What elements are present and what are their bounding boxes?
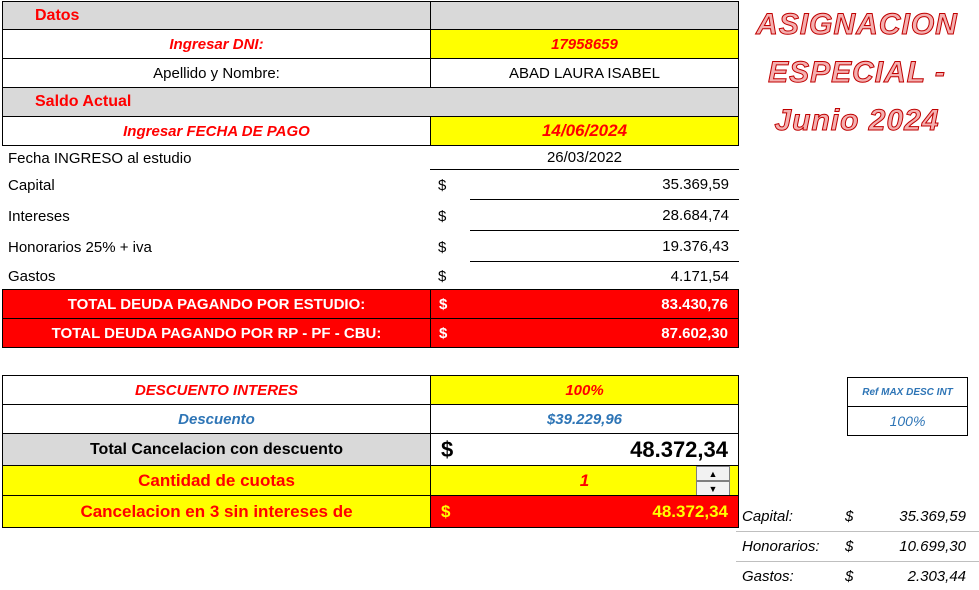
breakdown-divider bbox=[736, 561, 979, 562]
descuento-interes-input[interactable]: 100% bbox=[430, 375, 739, 405]
breakdown-honorarios-value: 10.699,30 bbox=[899, 537, 966, 555]
breakdown-gastos-currency: $ bbox=[845, 567, 854, 585]
total-estudio-label: TOTAL DEUDA PAGANDO POR ESTUDIO: bbox=[2, 289, 431, 319]
breakdown-honorarios-currency: $ bbox=[845, 537, 854, 555]
gastos-label: Gastos bbox=[8, 267, 56, 285]
cuotas-decrement-button[interactable] bbox=[696, 481, 730, 496]
cuotas-label: Cantidad de cuotas bbox=[2, 465, 431, 496]
capital-label: Capital bbox=[8, 176, 55, 194]
dni-label: Ingresar DNI: bbox=[2, 29, 431, 59]
total-estudio-value: 83.430,76 bbox=[500, 290, 738, 318]
ref-max-desc-label: Ref MAX DESC INT bbox=[847, 377, 968, 407]
dni-input[interactable]: 17958659 bbox=[430, 29, 739, 59]
breakdown-divider bbox=[736, 531, 979, 532]
breakdown-gastos-value: 2.303,44 bbox=[907, 567, 966, 585]
title-line-2: ESPECIAL - bbox=[768, 56, 946, 89]
nombre-value: ABAD LAURA ISABEL bbox=[430, 58, 739, 88]
cuotas-input[interactable]: 1 bbox=[430, 465, 739, 496]
nombre-label: Apellido y Nombre: bbox=[2, 58, 431, 88]
fecha-pago-input[interactable]: 14/06/2024 bbox=[430, 116, 739, 146]
breakdown-capital-label: Capital: bbox=[742, 507, 793, 525]
total-rp-value: 87.602,30 bbox=[500, 319, 738, 347]
capital-currency: $ bbox=[438, 176, 447, 194]
datos-header: Datos bbox=[2, 1, 431, 30]
up-arrow-icon: ▲ bbox=[708, 468, 718, 479]
down-arrow-icon: ▼ bbox=[708, 483, 718, 494]
fecha-pago-label: Ingresar FECHA DE PAGO bbox=[2, 116, 431, 146]
honorarios-currency: $ bbox=[438, 238, 447, 256]
ref-max-desc-value: 100% bbox=[847, 406, 968, 436]
datos-header-blank bbox=[430, 1, 739, 30]
intereses-value: 28.684,74 bbox=[470, 201, 739, 231]
gastos-currency: $ bbox=[438, 267, 447, 285]
fecha-ingreso-value: 26/03/2022 bbox=[430, 146, 739, 170]
breakdown-honorarios-label: Honorarios: bbox=[742, 537, 820, 555]
cuotas-increment-button[interactable] bbox=[696, 466, 730, 481]
honorarios-value: 19.376,43 bbox=[470, 232, 739, 262]
fecha-ingreso-label: Fecha INGRESO al estudio bbox=[8, 149, 192, 167]
breakdown-capital-currency: $ bbox=[845, 507, 854, 525]
total-rp-label: TOTAL DEUDA PAGANDO POR RP - PF - CBU: bbox=[2, 318, 431, 348]
total-estudio-currency: $ bbox=[430, 289, 739, 319]
title-line-3: Junio 2024 bbox=[774, 104, 940, 137]
title-line-1: ASIGNACION bbox=[756, 8, 958, 41]
descuento-interes-label: DESCUENTO INTERES bbox=[2, 375, 431, 405]
intereses-currency: $ bbox=[438, 207, 447, 225]
total-rp-currency: $ bbox=[430, 318, 739, 348]
cancelacion-currency: $ bbox=[430, 495, 739, 528]
intereses-label: Intereses bbox=[8, 207, 70, 225]
total-cancelacion-label: Total Cancelacion con descuento bbox=[2, 433, 431, 466]
cancelacion-value: 48.372,34 bbox=[480, 496, 738, 527]
gastos-value: 4.171,54 bbox=[670, 267, 729, 285]
capital-value: 35.369,59 bbox=[470, 170, 739, 200]
honorarios-label: Honorarios 25% + iva bbox=[8, 238, 152, 256]
descuento-value: $39.229,96 bbox=[430, 404, 739, 434]
breakdown-capital-value: 35.369,59 bbox=[899, 507, 966, 525]
descuento-label: Descuento bbox=[2, 404, 431, 434]
saldo-header: Saldo Actual bbox=[2, 87, 739, 117]
breakdown-gastos-label: Gastos: bbox=[742, 567, 794, 585]
total-cancelacion-currency: $ bbox=[430, 433, 739, 466]
total-cancelacion-value: 48.372,34 bbox=[630, 436, 728, 462]
cancelacion-label: Cancelacion en 3 sin intereses de bbox=[2, 495, 431, 528]
